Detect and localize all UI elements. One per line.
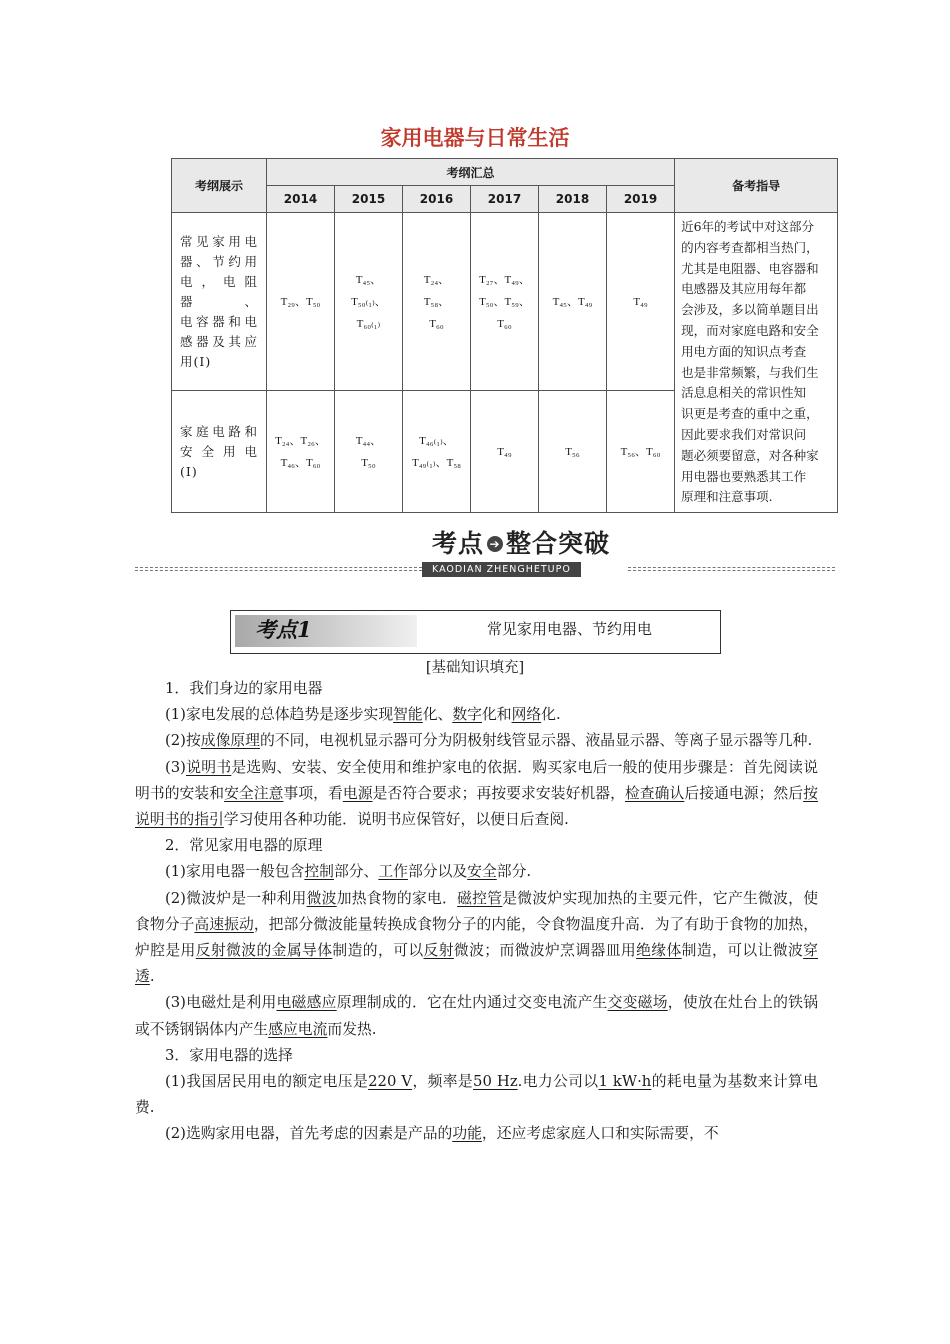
banner-title: 考点 ➔ 整合突破 <box>432 529 611 558</box>
paragraph: (3)电磁灶是利用电磁感应原理制成的．它在灶内通过交变电流产生交变磁场，使放在灶台上的铁锅或不锈钢锅体内产生感应电流而发热. <box>135 994 818 1038</box>
paragraph: (2)按成像原理的不同，电视机显示器可分为阴极射线管显示器、液晶显示器、等离子显示器等几种. <box>165 732 813 750</box>
question-cell: T₂₇、T₄₉、 T₅₀、T₅₉、 T₆₀ <box>471 213 539 391</box>
paragraph: (2)微波炉是一种利用微波加热食物的家电．磁控管是微波炉实现加热的主要元件，它产生微波，使食物分子高速振动，把部分微波能量转换成食物分子的内能，令食物温度升高．为了有助于食物的加热，炉腔是用反射微波的金属导体制造的，可以反射微波；而微波炉烹调器皿用绝缘体制造，可以让微波穿透. <box>135 889 818 986</box>
topic-cell: 家庭电路和 安全用电 (Ⅰ) <box>172 391 267 513</box>
header-year: 2017 <box>471 186 539 213</box>
paragraph: (2)选购家用电器，首先考虑的因素是产品的功能，还应考虑家庭人口和实际需要，不 <box>165 1125 719 1143</box>
header-year: 2014 <box>267 186 335 213</box>
question-cell: T₄₉ <box>471 391 539 513</box>
paragraph: (1)家用电器一般包含控制部分、工作部分以及安全部分. <box>165 863 532 881</box>
exam-outline-table <box>171 158 838 513</box>
header-summary: 考纲汇总 <box>267 159 675 186</box>
question-cell: T₄₅、 T₅₀₍₁₎、 T₆₀₍₁₎ <box>335 213 403 391</box>
heading-1: 1．我们身边的家用电器 <box>165 680 323 697</box>
paragraph: (3)说明书是选购、安装、安全使用和维护家电的依据．购买家电后一般的使用步骤是：首先阅读说明书的安装和安全注意事项，看电源是否符合要求；再按要求安装好机器，检查确认后接通电源；然后按说明书的指引学习使用各种功能．说明书应保管好，以便日后查阅. <box>135 758 818 829</box>
divider <box>135 570 422 571</box>
question-cell: T₂₉、T₅₀ <box>267 213 335 391</box>
section-subhead: [基础知识填充] <box>425 660 525 676</box>
page-title: 家用电器与日常生活 <box>380 126 570 150</box>
heading-2: 2．常见家用电器的原理 <box>165 837 323 855</box>
question-cell: T₅₆、T₆₀ <box>607 391 675 513</box>
divider <box>628 570 835 571</box>
divider <box>135 567 422 568</box>
divider <box>628 567 835 568</box>
header-year: 2015 <box>335 186 403 213</box>
header-year: 2019 <box>607 186 675 213</box>
kaodian-header <box>230 610 721 654</box>
question-cell: T₄₅、T₄₉ <box>539 213 607 391</box>
question-cell: T₄₉ <box>607 213 675 391</box>
paragraph: (1)我国居民用电的额定电压是220 V，频率是50 Hz.电力公司以1 kW·h的耗电量为基数来计算电费. <box>135 1073 818 1117</box>
banner-subtitle: KAODIAN ZHENGHETUPO <box>422 562 581 577</box>
topic-cell: 常见家用电 器、节约用 电，电阻器、 电容器和电 感器及其应 用(Ⅰ) <box>172 213 267 391</box>
header-guide: 备考指导 <box>675 159 838 213</box>
question-cell: T₄₄、 T₅₀ <box>335 391 403 513</box>
kaodian-topic: 常见家用电器、节约用电 <box>486 620 652 638</box>
header-topic: 考纲展示 <box>172 159 267 213</box>
table-row <box>172 213 838 391</box>
question-cell: T₂₄、 T₅₈、 T₆₀ <box>403 213 471 391</box>
section-banner <box>0 522 950 582</box>
heading-3: 3．家用电器的选择 <box>165 1046 293 1064</box>
body-text <box>135 676 818 1148</box>
question-cell: T₂₄、T₂₆、 T₄₆、T₆₀ <box>267 391 335 513</box>
arrow-right-icon: ➔ <box>487 536 503 552</box>
paragraph: (1)家电发展的总体趋势是逐步实现智能化、数字化和网络化. <box>165 706 561 724</box>
question-cell: T₅₆ <box>539 391 607 513</box>
question-cell: T₄₆₍₁₎、 T₄₉₍₁₎、T₅₈ <box>403 391 471 513</box>
header-year: 2018 <box>539 186 607 213</box>
kaodian-tag: 考点1 <box>231 611 419 653</box>
guide-cell: 近6年的考试中对这部分 的内容考查都相当热门， 尤其是电阻器、电容器和 电感器及其应用每年都 会涉及，多以简单题目出 现，而对家庭电路和安全 用电方面的知识点考查 也是非常频繁，与我们生 活息息相关的常识性知 识更是考查的重中之重， 因此要求我们对常识问 题必须要留意，对各种家 用电器也要熟悉其工作 原理和注意事项. <box>675 213 838 513</box>
header-year: 2016 <box>403 186 471 213</box>
